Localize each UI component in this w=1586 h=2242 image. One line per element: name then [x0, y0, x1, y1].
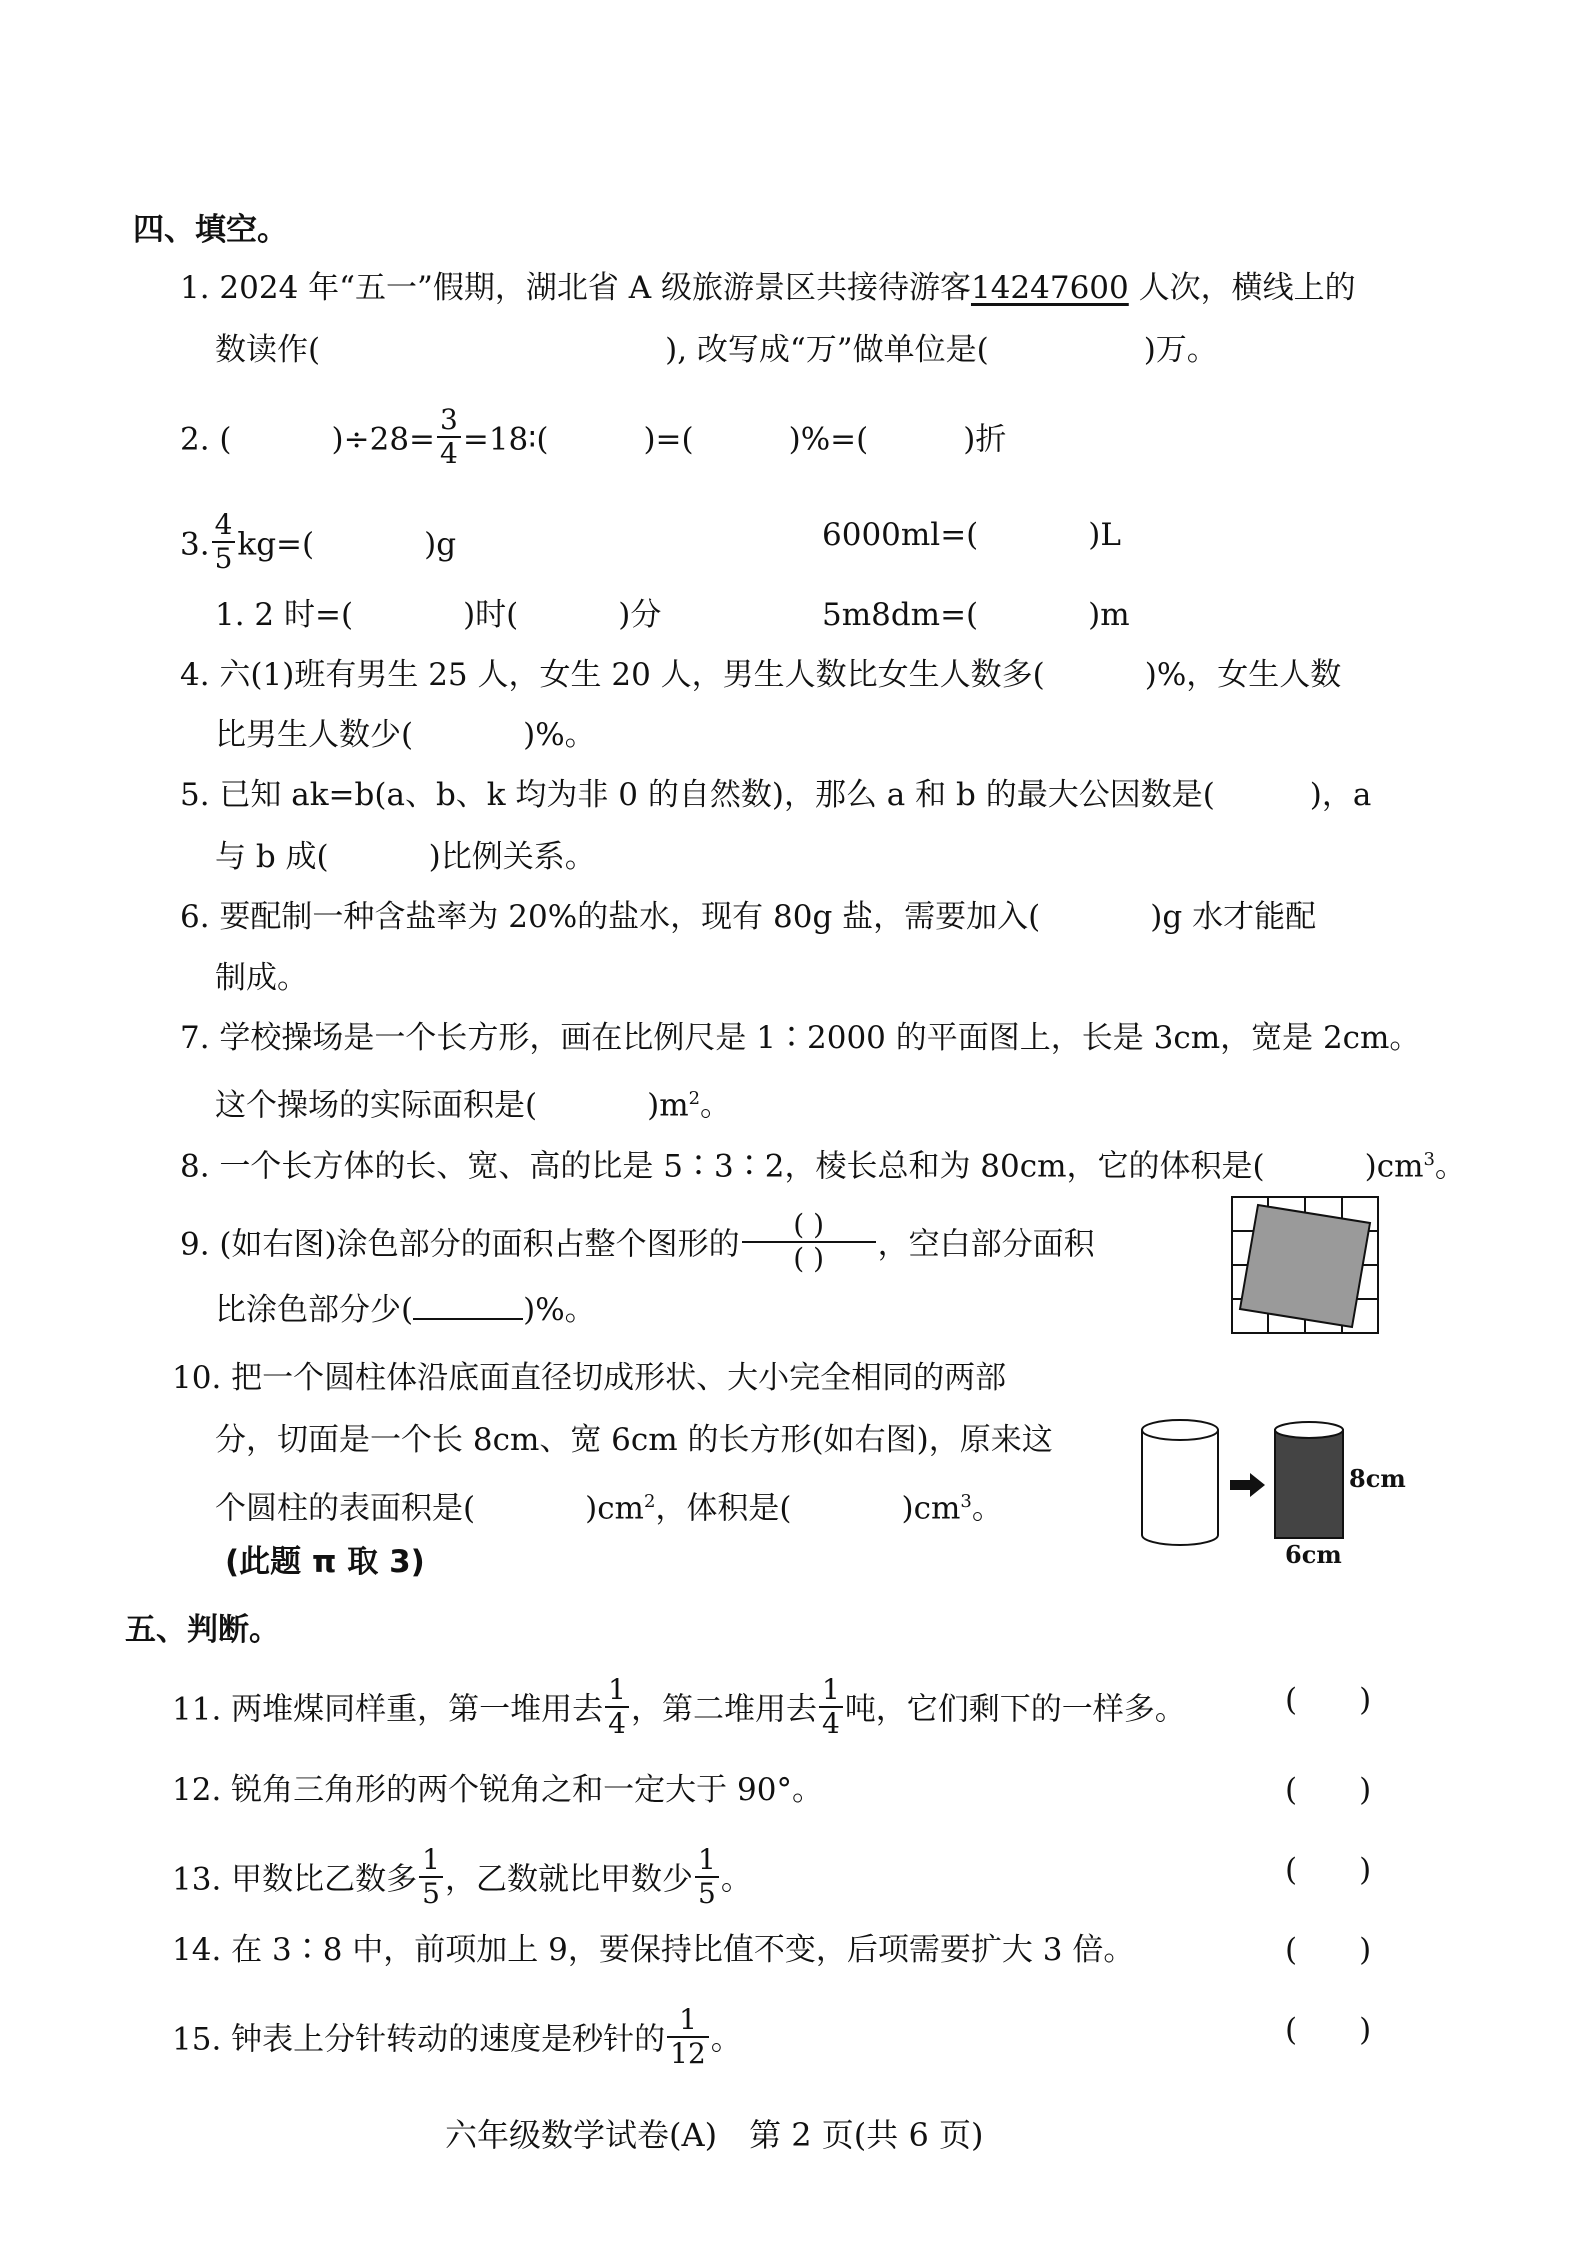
question-10-line-1: 10. 把一个圆柱体沿底面直径切成形状、大小完全相同的两部 — [172, 1360, 1007, 1396]
question-2: 2. ( )÷28= $\frac{3}{4}$ =18∶( )=( )%=( )折 — [180, 403, 1007, 470]
page-footer: 六年级数学试卷(A) 第 2 页(共 6 页) — [445, 2116, 984, 2154]
question-3-row-1-right: 6000ml=( )L — [822, 517, 1121, 553]
question-4-line-1: 4. 六(1)班有男生 25 人，女生 20 人，男生人数比女生人数多( )%，女生人数 — [180, 657, 1342, 693]
question-9-line-1: 9. (如右图)涂色部分的面积占整个图形的 $\frac{( )}{( )}$ ，空白部分面积 — [180, 1208, 1095, 1275]
fraction-1-4-a: $\frac{1}{4}$ — [605, 1676, 629, 1738]
fraction-blank: $\frac{( )}{( )}$ — [742, 1211, 876, 1273]
answer-bracket-15[interactable]: ( ) — [1285, 2012, 1372, 2048]
question-13: 13. 甲数比乙数多 $\frac{1}{5}$ ，乙数就比甲数少 $\frac{1}{5}$ 。 — [172, 1843, 752, 1910]
fraction-1-12: $\frac{1}{12}$ — [667, 2006, 709, 2068]
question-5-line-2: 与 b 成( )比例关系。 — [215, 839, 596, 875]
question-7-line-1: 7. 学校操场是一个长方形，画在比例尺是 1∶2000 的平面图上，长是 3cm，宽是 2cm。 — [180, 1020, 1421, 1056]
question-14: 14. 在 3∶8 中，前项加上 9，要保持比值不变，后项需要扩大 3 倍。 — [172, 1932, 1135, 1968]
figure-width-label: 6cm — [1285, 1540, 1342, 1569]
question-3-row-1-left: 3. $\frac{4}{5}$ kg=( )g — [180, 508, 457, 575]
question-15: 15. 钟表上分针转动的速度是秒针的 $\frac{1}{12}$ 。 — [172, 2003, 742, 2070]
section-title-fill-blank: 四、填空。 — [133, 212, 288, 248]
fraction-1-4-b: $\frac{1}{4}$ — [819, 1676, 843, 1738]
fraction-1-5-a: $\frac{1}{5}$ — [419, 1846, 443, 1908]
question-1-line-2: 数读作( ), 改写成“万”做单位是( )万。 — [215, 332, 1218, 368]
question-10-line-3: 个圆柱的表面积是( )$cm^2$，体积是( )$cm^3$。 — [215, 1490, 1003, 1527]
question-5-line-1: 5. 已知 ak=b(a、b、k 均为非 0 的自然数)，那么 a 和 b 的最大公因数是( )，a — [180, 777, 1372, 813]
question-3-row-2-left: 1. 2 时=( )时( )分 — [215, 597, 662, 633]
question-1-line-1: 1. 2024 年“五一”假期，湖北省 A 级旅游景区共接待游客14247600 人次，横线上的 — [180, 270, 1356, 306]
fraction-1-5-b: $\frac{1}{5}$ — [695, 1846, 719, 1908]
question-12: 12. 锐角三角形的两个锐角之和一定大于 90°。 — [172, 1772, 823, 1808]
fraction-4-5: $\frac{4}{5}$ — [212, 511, 236, 573]
fraction-3-4: $\frac{3}{4}$ — [437, 406, 461, 468]
question-8: 8. 一个长方体的长、宽、高的比是 5∶3∶2，棱长总和为 80cm，它的体积是( )$cm^3$。 — [180, 1148, 1466, 1185]
question-10-note: (此题 π 取 3) — [225, 1544, 425, 1580]
figure-length-label: 8cm — [1349, 1464, 1406, 1493]
shaded-square-grid-figure — [1230, 1195, 1380, 1335]
question-11: 11. 两堆煤同样重，第一堆用去 $\frac{1}{4}$ ，第二堆用去 $\frac{1}{4}$ 吨，它们剩下的一样多。 — [172, 1673, 1186, 1740]
question-6-line-1: 6. 要配制一种含盐率为 20%的盐水，现有 80g 盐，需要加入( )g 水才能配 — [180, 899, 1317, 935]
answer-bracket-14[interactable]: ( ) — [1285, 1932, 1372, 1968]
answer-bracket-13[interactable]: ( ) — [1285, 1852, 1372, 1888]
question-10-line-2: 分，切面是一个长 8cm、宽 6cm 的长方形(如右图)，原来这 — [215, 1422, 1053, 1458]
answer-bracket-12[interactable]: ( ) — [1285, 1772, 1372, 1808]
question-6-line-2: 制成。 — [215, 960, 308, 996]
section-title-judge: 五、判断。 — [125, 1612, 280, 1648]
question-7-line-2: 这个操场的实际面积是( )$m^2$。 — [215, 1087, 732, 1124]
question-9-line-2: 比涂色部分少( )%。 — [215, 1292, 596, 1328]
cylinder-cut-figure — [1135, 1415, 1406, 1569]
question-3-row-2-right: 5m8dm=( )m — [822, 597, 1130, 633]
visitor-number: 14247600 — [970, 270, 1129, 306]
answer-bracket-11[interactable]: ( ) — [1285, 1682, 1372, 1718]
question-4-line-2: 比男生人数少( )%。 — [215, 717, 596, 753]
